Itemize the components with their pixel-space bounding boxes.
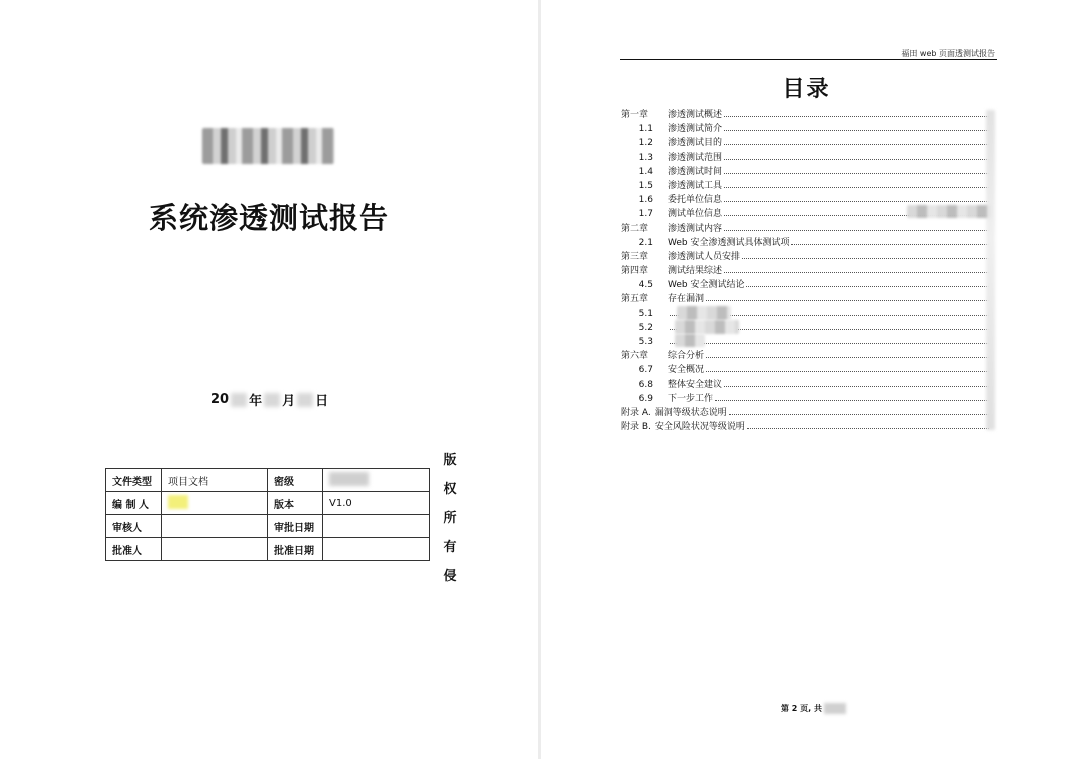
- toc-entry-number: 第二章: [621, 223, 649, 234]
- toc-entry-number: 附录 A.: [621, 407, 651, 418]
- redacted-company-name: [202, 128, 334, 164]
- toc-entry-number: 6.9: [638, 393, 653, 404]
- toc-entry-title: 安全风险状况等级说明: [654, 422, 745, 433]
- toc-leader-dots: [742, 258, 989, 259]
- toc-entry[interactable]: [621, 165, 989, 179]
- toc-entry[interactable]: [621, 122, 989, 136]
- toc-entry-number: 第四章: [621, 266, 649, 277]
- toc-leader-dots: [724, 130, 989, 131]
- redacted-author: [168, 495, 188, 509]
- toc-leader-dots: [724, 386, 989, 387]
- toc-entry[interactable]: [621, 278, 989, 292]
- toc-entry-title: 渗透测试范围: [668, 152, 723, 163]
- toc-entry[interactable]: [621, 136, 989, 150]
- toc-entry-number: 2.1: [638, 237, 653, 248]
- toc-entry-number: 1.2: [638, 138, 653, 149]
- page-header: 福田 web 页面透测试报告: [901, 49, 995, 58]
- toc-leader-dots: [724, 272, 989, 273]
- toc-entry[interactable]: [621, 108, 989, 122]
- toc-leader-dots: [670, 343, 989, 344]
- toc-entry-title: 下一步工作: [668, 393, 714, 404]
- toc-entry[interactable]: [621, 349, 989, 363]
- toc-entry-title: 综合分析: [668, 351, 705, 362]
- toc-entry-number: 5.2: [638, 322, 653, 333]
- toc-entry[interactable]: [621, 151, 989, 165]
- toc-entry-number: 1.4: [638, 166, 653, 177]
- toc-leader-dots: [724, 187, 989, 188]
- toc-entry-title: 漏洞等级状态说明: [654, 407, 727, 418]
- toc-entry-title: 安全概况: [668, 365, 705, 376]
- toc-leader-dots: [724, 201, 989, 202]
- toc-title: 目录: [782, 77, 831, 102]
- toc-leader-dots: [724, 159, 989, 160]
- toc-leader-dots: [724, 116, 989, 117]
- toc-entry-title: 测试结果综述: [668, 266, 723, 277]
- toc-entry-number: 6.8: [638, 379, 653, 390]
- table-cell: [323, 515, 430, 538]
- toc-entry-number: 4.5: [638, 280, 653, 291]
- table-row: [106, 515, 430, 538]
- table-cell: 编 制 人: [106, 492, 162, 515]
- redacted-security-level: [329, 472, 369, 486]
- toc-entry-title: 渗透测试时间: [668, 166, 723, 177]
- table-cell: [162, 538, 268, 561]
- toc-leader-dots: [706, 371, 989, 372]
- toc-leader-dots: [706, 357, 989, 358]
- cover-title: 系统渗透测试报告: [148, 201, 389, 235]
- table-cell: [162, 515, 268, 538]
- toc-leader-dots: [724, 230, 989, 231]
- toc-leader-dots: [715, 400, 989, 401]
- table-cell: 项目文档: [162, 469, 268, 492]
- table-row: [106, 469, 430, 492]
- toc-entry[interactable]: [621, 179, 989, 193]
- redacted-day: [297, 393, 313, 407]
- document-info-table: [105, 468, 430, 561]
- table-row: [106, 492, 430, 515]
- table-cell: 审核人: [106, 515, 162, 538]
- redacted-text: [907, 205, 991, 218]
- redacted-text: [675, 334, 705, 347]
- toc-entry-title: 渗透测试人员安排: [668, 251, 741, 262]
- redacted-month: [264, 393, 280, 407]
- toc-entry-number: 1.1: [638, 124, 653, 135]
- toc-entry[interactable]: [621, 406, 989, 420]
- date-day-label: 日: [315, 394, 329, 409]
- toc-entry-number: 第三章: [621, 251, 649, 262]
- toc-entry-number: 1.7: [638, 209, 653, 220]
- table-cell: 密级: [268, 469, 323, 492]
- table-cell: 审批日期: [268, 515, 323, 538]
- table-cell: [323, 469, 430, 492]
- table-cell: 批准人: [106, 538, 162, 561]
- toc-entry-title: Web 安全测试结论: [668, 280, 745, 291]
- toc-leader-dots: [724, 144, 989, 145]
- toc-entry-title: 渗透测试内容: [668, 223, 723, 234]
- table-cell: 文件类型: [106, 469, 162, 492]
- toc-entry[interactable]: [621, 250, 989, 264]
- table-cell: [162, 492, 268, 515]
- toc-leader-dots: [791, 244, 989, 245]
- copyright-char: 权: [443, 482, 457, 497]
- toc-entry[interactable]: [621, 264, 989, 278]
- redacted-text: [677, 306, 731, 320]
- date-month-label: 月: [282, 394, 296, 409]
- cover-date: [211, 390, 328, 409]
- redacted-page-numbers: [986, 110, 995, 430]
- toc-entry-number: 第五章: [621, 294, 649, 305]
- redacted-text: [675, 320, 739, 334]
- toc-leader-dots: [706, 300, 989, 301]
- toc-entry-title: 整体安全建议: [668, 379, 723, 390]
- table-cell: [323, 538, 430, 561]
- toc-entry-title: 存在漏洞: [668, 294, 705, 305]
- redacted-total-pages: [824, 703, 846, 714]
- toc-entry-number: 附录 B.: [621, 422, 651, 433]
- copyright-char: 所: [443, 511, 457, 526]
- table-cell: 批准日期: [268, 538, 323, 561]
- toc-entry[interactable]: [621, 292, 989, 306]
- toc-entry[interactable]: [621, 236, 989, 250]
- page-number-text: 第 2 页, 共: [781, 704, 822, 713]
- copyright-vertical-text: [442, 446, 458, 591]
- toc-entry-title: 渗透测试概述: [668, 110, 723, 120]
- toc-entry-title: 渗透测试目的: [668, 138, 723, 149]
- table-row: [106, 538, 430, 561]
- toc-entry-number: 1.3: [638, 152, 653, 163]
- date-prefix: 20: [211, 392, 230, 407]
- toc-entry[interactable]: [621, 363, 989, 377]
- toc-entry-number: 5.1: [638, 308, 653, 319]
- toc-entry[interactable]: [621, 378, 989, 392]
- toc-entry-title: 测试单位信息: [668, 209, 723, 220]
- toc-entry-number: 1.6: [638, 195, 653, 206]
- toc-leader-dots: [729, 414, 989, 415]
- toc-entry-number: 5.3: [638, 337, 653, 347]
- page-footer: [781, 703, 846, 714]
- toc-entry[interactable]: [621, 222, 989, 236]
- toc-page: [541, 0, 1072, 759]
- table-cell: V1.0: [323, 492, 430, 515]
- toc-leader-dots: [747, 428, 989, 429]
- toc-entry[interactable]: [621, 392, 989, 406]
- header-divider: [620, 59, 997, 60]
- copyright-char: 版: [443, 453, 457, 468]
- toc-entry-number: 1.5: [638, 180, 653, 191]
- toc-entry-title: 渗透测试简介: [668, 124, 723, 135]
- toc-entry[interactable]: [621, 420, 989, 434]
- date-year-label: 年: [249, 394, 263, 409]
- toc-entry-number: 6.7: [638, 365, 653, 376]
- toc-entry-number: 第六章: [621, 351, 649, 362]
- toc-leader-dots: [724, 173, 989, 174]
- toc-leader-dots: [746, 286, 989, 287]
- redacted-year: [231, 393, 247, 407]
- toc-entry-title: 委托单位信息: [668, 195, 723, 206]
- table-cell: 版本: [268, 492, 323, 515]
- toc-entry-number: 第一章: [621, 110, 649, 120]
- copyright-char: 侵: [443, 569, 457, 584]
- copyright-char: 有: [443, 540, 457, 555]
- toc-entry-title: Web 安全渗透测试具体测试项: [668, 237, 790, 248]
- table-of-contents: [621, 108, 989, 434]
- toc-entry-title: 渗透测试工具: [668, 180, 723, 191]
